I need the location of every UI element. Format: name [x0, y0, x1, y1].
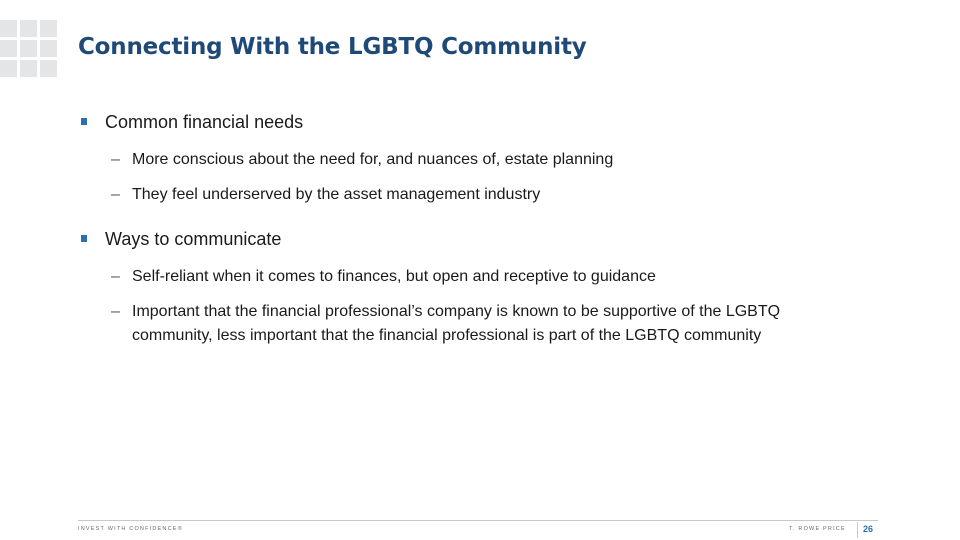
slide-body: [78, 110, 878, 348]
slide-title: Connecting With the LGBTQ Community: [78, 34, 587, 60]
square-bullet-icon: [81, 235, 87, 242]
footer-tagline: INVEST WITH CONFIDENCE®: [78, 526, 183, 532]
footer-separator: [857, 522, 858, 538]
list-item-text: They feel underserved by the asset management industry: [132, 186, 541, 203]
section-heading-text: Common financial needs: [105, 112, 304, 132]
page-number: 26: [863, 524, 874, 534]
dash-bullet-icon: –: [111, 186, 120, 203]
square-bullet-icon: [81, 118, 87, 125]
list-item-text: Self-reliant when it comes to finances, but open and receptive to guidance: [132, 268, 656, 285]
footer-brand: T. ROWE PRICE: [789, 526, 846, 532]
section-heading-communicate: [78, 227, 878, 251]
logo-grid-icon: [0, 20, 57, 77]
section-heading-text: Ways to communicate: [105, 229, 282, 249]
dash-bullet-icon: –: [111, 303, 120, 320]
list-item-text: Important that the financial professional’s company is known to be supportive of the LGBTQ community, less important that the financial professional is part of the LGBTQ community: [132, 303, 781, 344]
list-item: [78, 300, 832, 348]
section-heading-financial-needs: [78, 110, 878, 134]
list-item: [78, 148, 878, 172]
list-item: [78, 183, 878, 207]
dash-bullet-icon: –: [111, 151, 120, 168]
list-item-text: More conscious about the need for, and nuances of, estate planning: [132, 151, 614, 168]
dash-bullet-icon: –: [111, 268, 120, 285]
footer-divider: [78, 520, 878, 521]
list-item: [78, 265, 878, 289]
